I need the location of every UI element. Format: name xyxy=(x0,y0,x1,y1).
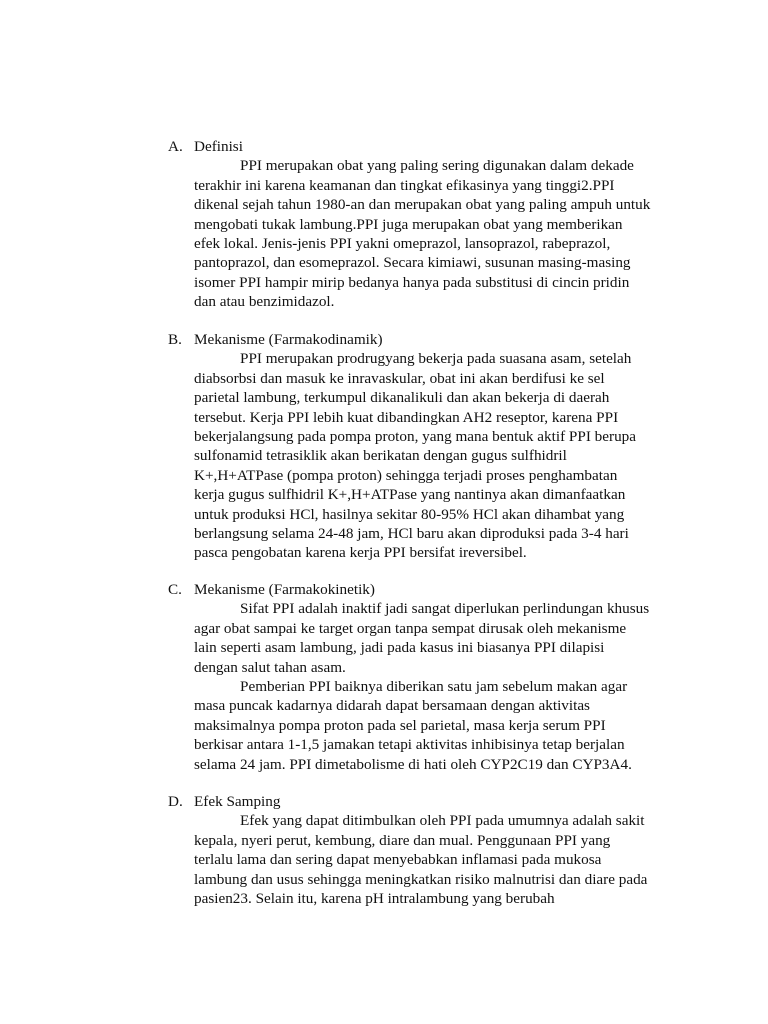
text-line: dengan salut tahan asam. xyxy=(194,658,346,676)
section-marker: A. xyxy=(168,138,183,155)
text-line: selama 24 jam. PPI dimetabolisme di hati oleh CYP2C19 dan CYP3A4. xyxy=(194,755,632,773)
text-line: isomer PPI hampir mirip bedanya hanya pada substitusi di cincin pridin xyxy=(194,273,630,291)
section-heading: Mekanisme (Farmakodinamik) xyxy=(194,331,383,348)
section-heading: Definisi xyxy=(194,138,243,155)
text-line: pasca pengobatan karena kerja PPI bersifat ireversibel. xyxy=(194,544,527,562)
text-line: lambung dan usus sehingga meningkatkan risiko malnutrisi dan diare pada xyxy=(194,870,648,888)
text-line: terakhir ini karena keamanan dan tingkat efikasinya yang tinggi2.PPI xyxy=(194,176,615,194)
text-line: efek lokal. Jenis-jenis PPI yakni omeprazol, lansoprazol, rabeprazol, xyxy=(194,234,611,252)
text-line: PPI merupakan obat yang paling sering digunakan dalam dekade xyxy=(240,157,634,175)
text-line: berlangsung selama 24-48 jam, HCl baru akan diproduksi pada 3-4 hari xyxy=(194,524,629,542)
text-line: untuk produksi HCl, hasilnya sekitar 80-95% HCl akan dihambat yang xyxy=(194,505,625,523)
text-line: dikenal sejah tahun 1980-an dan merupakan obat yang paling ampuh untuk xyxy=(194,196,651,214)
text-line: kepala, nyeri perut, kembung, diare dan mual. Penggunaan PPI yang xyxy=(194,831,611,849)
text-line: diabsorbsi dan masuk ke inravaskular, obat ini akan berdifusi ke sel xyxy=(194,369,605,387)
text-line: sulfonamid tetrasiklik akan berikatan dengan gugus sulfhidril xyxy=(194,447,567,465)
paragraph xyxy=(194,677,664,774)
text-line: lain seperti asam lambung, jadi pada kasus ini biasanya PPI dilapisi xyxy=(194,639,605,657)
section-marker: C. xyxy=(168,581,182,598)
text-line: Sifat PPI adalah inaktif jadi sangat diperlukan perlindungan khusus xyxy=(240,600,650,618)
paragraph xyxy=(194,156,664,311)
paragraph xyxy=(194,349,664,562)
text-line: PPI merupakan prodrugyang bekerja pada suasana asam, setelah xyxy=(240,350,632,368)
text-line: tersebut. Kerja PPI lebih kuat dibandingkan AH2 reseptor, karena PPI xyxy=(194,408,619,426)
section-marker: B. xyxy=(168,331,182,348)
text-line: masa puncak kadarnya didarah dapat bersamaan dengan aktivitas xyxy=(194,697,590,715)
text-line: terlalu lama dan sering dapat menyebabkan inflamasi pada mukosa xyxy=(194,851,602,869)
text-line: maksimalnya pompa proton pada sel parietal, masa kerja serum PPI xyxy=(194,716,606,734)
text-line: dan atau benzimidazol. xyxy=(194,293,335,311)
text-line: agar obat sampai ke target organ tanpa sempat dirusak oleh mekanisme xyxy=(194,619,627,637)
section-heading: Efek Samping xyxy=(194,793,281,810)
text-line: berkisar antara 1-1,5 jamakan tetapi aktivitas inhibisinya tetap berjalan xyxy=(194,736,625,754)
section-marker: D. xyxy=(168,793,183,810)
section-heading: Mekanisme (Farmakokinetik) xyxy=(194,581,375,598)
text-line: mengobati tukak lambung.PPI juga merupakan obat yang memberikan xyxy=(194,215,623,233)
text-line: K+,H+ATPase (pompa proton) sehingga terjadi proses penghambatan xyxy=(194,466,618,484)
text-line: Efek yang dapat ditimbulkan oleh PPI pada umumnya adalah sakit xyxy=(240,812,645,830)
paragraph xyxy=(194,599,664,677)
text-line: pasien23. Selain itu, karena pH intralambung yang berubah xyxy=(194,889,555,907)
text-line: bekerjalangsung pada pompa proton, yang mana bentuk aktif PPI berupa xyxy=(194,427,637,445)
text-line: parietal lambung, terkumpul dikanalikuli dan akan bekerja di daerah xyxy=(194,389,610,407)
text-line: Pemberian PPI baiknya diberikan satu jam sebelum makan agar xyxy=(240,678,628,695)
paragraph xyxy=(194,811,664,908)
text-line: pantoprazol, dan esomeprazol. Secara kimiawi, susunan masing-masing xyxy=(194,254,631,272)
text-line: kerja gugus sulfhidril K+,H+ATPase yang nantinya akan dimanfaatkan xyxy=(194,486,626,504)
